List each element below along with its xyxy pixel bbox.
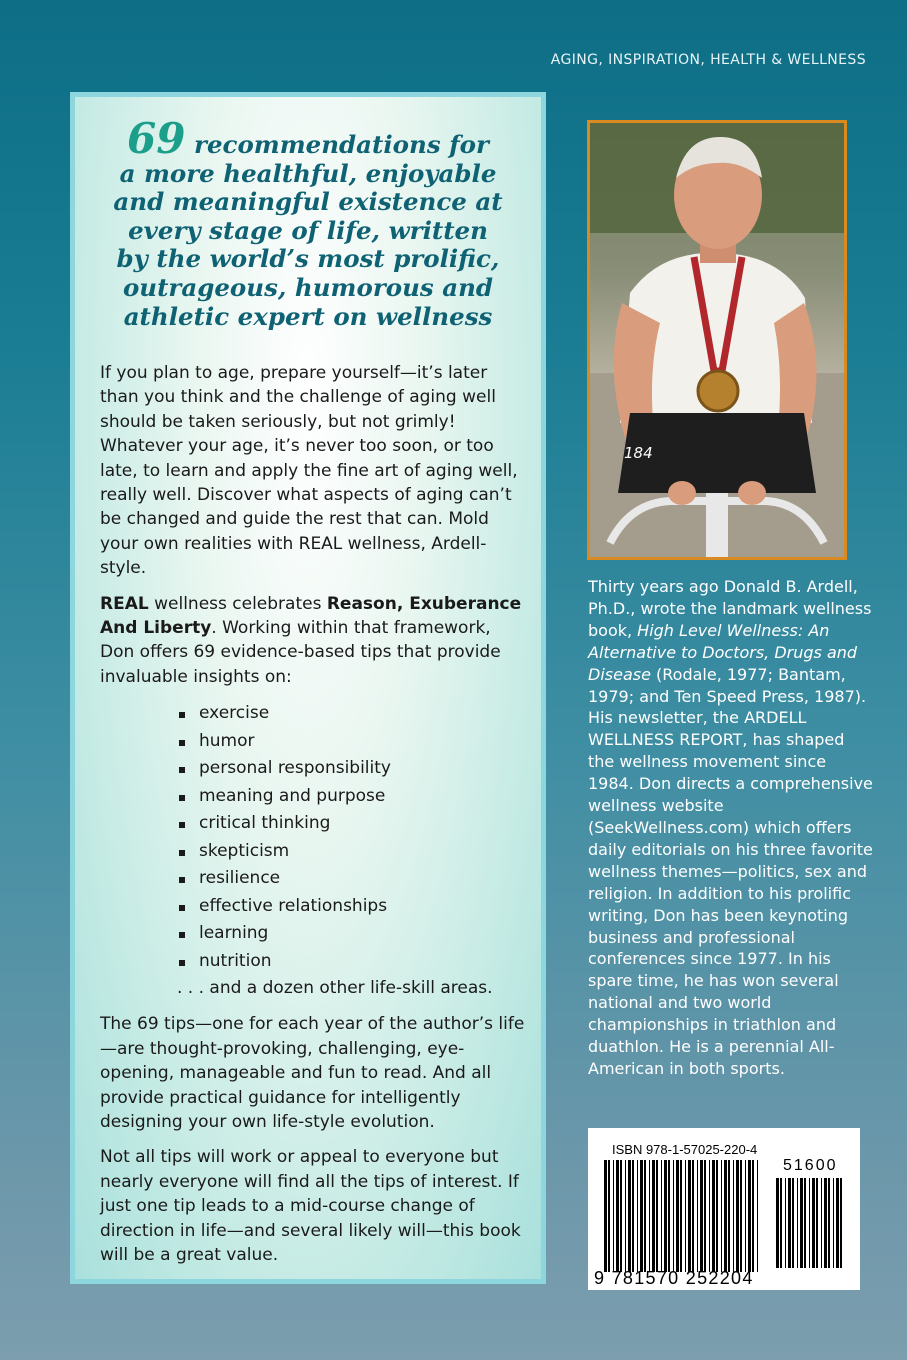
headline-line-7: athletic expert on wellness xyxy=(123,301,493,331)
value-paragraph: Not all tips will work or appeal to everyone but nearly everyone will find all the tips of interest. If just one tip leads to a mid-course change of direction in life—and several likely will—this book will be a great value. xyxy=(100,1147,521,1265)
list-item: humor xyxy=(177,728,530,756)
list-item: learning xyxy=(177,920,530,948)
price-barcode-icon xyxy=(776,1178,846,1268)
headline xyxy=(75,114,541,331)
intro-paragraph: If you plan to age, prepare yourself—it’s later than you think and the challenge of aging well should be taken seriously, but not grimly! Whatever your age, it’s never too soon, or too late, to learn and apply the fine art of aging well, really well. Discover what aspects of aging can’t be changed and guide the rest that can. Mold your own realities with REAL wellness, Ardell-style. xyxy=(100,363,518,579)
list-item: meaning and purpose xyxy=(177,783,530,811)
bio-part-2: (Rodale, 1977; Bantam, 1979; and Ten Speed Press, 1987). His newsletter, the ARDELL WELLNESS REPORT, has shaped the wellness movement since 1984. Don directs a comprehensive wellness website (SeekWellness.com) which offers daily editorials on his three favorite wellness themes—politics, sex and religion. In addition to his prolific writing, Don has been keynoting business and professional conferences since 1977. In his spare time, he has won several national and two world championships in triathlon and duathlon. He is a perennial All-American in both sports. xyxy=(588,664,873,1078)
isbn-barcode xyxy=(588,1128,860,1290)
cyclist-portrait-icon xyxy=(590,123,844,557)
price-code: 51600 xyxy=(783,1157,838,1174)
headline-line-4: every stage of life, written xyxy=(128,215,488,245)
headline-line-1: recommendations for xyxy=(194,130,489,159)
headline-line-6: outrageous, humorous and xyxy=(122,272,494,302)
headline-number: 69 xyxy=(127,114,186,163)
barcode-digits: 9 781570 252204 xyxy=(594,1268,754,1288)
bio-part-1: Thirty years ago Donald B. Ardell, Ph.D., wrote the landmark wellness book, xyxy=(588,577,872,640)
author-photo xyxy=(587,120,847,560)
category-label: AGING, INSPIRATION, HEALTH & WELLNESS xyxy=(550,52,866,68)
ean-barcode-icon xyxy=(604,1160,762,1272)
list-item: effective relationships xyxy=(177,893,530,921)
list-item: personal responsibility xyxy=(177,755,530,783)
real-text-mid: wellness celebrates xyxy=(148,593,327,614)
isbn-number: ISBN 978-1-57025-220-4 xyxy=(612,1142,758,1157)
topic-list xyxy=(100,700,530,975)
jersey-number: 184 xyxy=(624,444,653,462)
real-text-rest: . Working within that framework, Don offers 69 evidence-based tips that provide invaluable insights on: xyxy=(100,618,501,687)
list-item: critical thinking xyxy=(177,810,530,838)
headline-line-5: by the world’s most prolific, xyxy=(116,244,500,274)
topics-tail: . . . and a dozen other life-skill areas. xyxy=(177,978,493,999)
author-bio xyxy=(588,576,874,1080)
list-item: exercise xyxy=(177,700,530,728)
list-item: skepticism xyxy=(177,838,530,866)
real-wellness-paragraph xyxy=(100,592,530,690)
real-acronym: REAL xyxy=(100,593,149,614)
real-expansion: Reason, Exuberance And Liberty xyxy=(100,593,522,639)
tips-paragraph: The 69 tips—one for each year of the author’s life—are thought-provoking, challenging, eye-opening, manageable and fun to read. And all provide practical guidance for intelligently designing your own life-style evolution. xyxy=(100,1014,525,1132)
list-item: nutrition xyxy=(177,948,530,976)
list-item: resilience xyxy=(177,865,530,893)
blurb-copy xyxy=(100,361,530,1278)
headline-line-3: and meaningful existence at xyxy=(113,187,503,217)
blurb-panel xyxy=(70,92,546,1284)
bio-book-title: High Level Wellness: An Alternative to Doctors, Drugs and Disease xyxy=(588,620,858,684)
headline-line-2: a more healthful, enjoyable xyxy=(119,158,497,188)
